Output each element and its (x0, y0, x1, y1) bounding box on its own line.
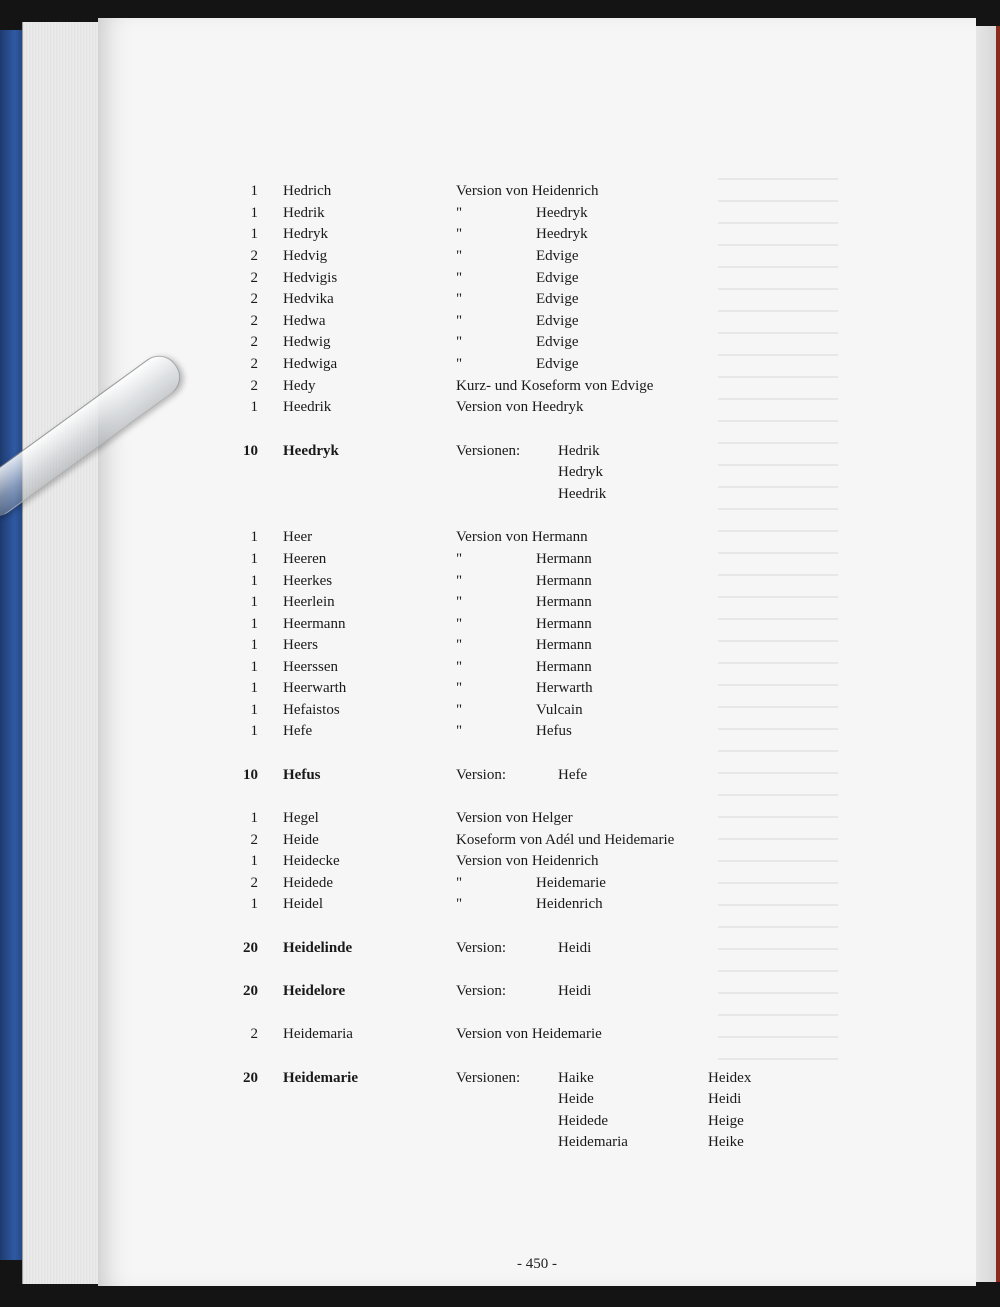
entry-target: Heidenrich (536, 896, 603, 912)
entry-name: Heidemarie (283, 1070, 358, 1086)
entry-target-extra: Heidi (708, 1091, 742, 1107)
entry-description: " (456, 226, 463, 242)
entry-count: 2 (250, 356, 258, 372)
entry-name: Heerssen (283, 659, 338, 675)
entry-description: Version von Heidemarie (456, 1026, 602, 1042)
entry-row (98, 270, 976, 292)
entry-name: Hedwa (283, 313, 326, 329)
entry-row (98, 810, 976, 832)
entry-target-extra: Heige (708, 1113, 744, 1129)
entry-target: Edvige (536, 248, 579, 264)
entry-row (98, 573, 976, 595)
entry-row (98, 183, 976, 205)
entry-target: Heedryk (536, 205, 588, 221)
entry-description: " (456, 551, 463, 567)
entry-target: Edvige (536, 270, 579, 286)
entry-description: Koseform von Adél und Heidemarie (456, 832, 675, 848)
entry-target: Hermann (536, 659, 592, 675)
entry-row (98, 334, 976, 356)
entry-target: Heidede (558, 1113, 608, 1129)
book-page (98, 18, 976, 1286)
entry-description: " (456, 659, 463, 675)
entry-description: " (456, 356, 463, 372)
entry-count: 2 (250, 291, 258, 307)
entry-count: 1 (250, 810, 258, 826)
entry-count: 2 (250, 334, 258, 350)
entry-target: Heedryk (536, 226, 588, 242)
entry-name: Heide (283, 832, 319, 848)
entry-name: Hedvig (283, 248, 328, 264)
entry-row (98, 594, 976, 616)
entry-count: 1 (250, 896, 258, 912)
entry-row (98, 723, 976, 745)
entry-count: 1 (250, 551, 258, 567)
entry-name: Heermann (283, 616, 346, 632)
entry-row (98, 767, 976, 789)
entry-name: Hedrich (283, 183, 332, 199)
entry-row (98, 378, 976, 400)
entry-target: Hefe (558, 767, 588, 783)
entry-row (98, 356, 976, 378)
entry-name: Heedrik (283, 399, 332, 415)
entry-target-extra: Heike (708, 1134, 744, 1150)
entry-description: Versionen: (456, 443, 521, 459)
entry-count: 2 (250, 378, 258, 394)
entry-description: Version von Helger (456, 810, 573, 826)
entry-target: Heidi (558, 940, 592, 956)
entry-row (98, 1026, 976, 1048)
entry-row (98, 875, 976, 897)
entry-target: Haike (558, 1070, 594, 1086)
entry-description: " (456, 205, 463, 221)
entry-description: Version: (456, 767, 506, 783)
entry-row (98, 983, 976, 1005)
entry-row (98, 832, 976, 854)
entry-row (98, 940, 976, 962)
entry-target: Edvige (536, 334, 579, 350)
entry-count: 20 (243, 983, 258, 999)
entry-row (98, 702, 976, 724)
entry-name: Heidelore (283, 983, 346, 999)
entry-count: 1 (250, 853, 258, 869)
entry-name: Heidelinde (283, 940, 353, 956)
entry-target: Hermann (536, 637, 592, 653)
entry-name: Hefus (283, 767, 321, 783)
entry-description: " (456, 875, 463, 891)
entry-count: 2 (250, 313, 258, 329)
entry-count: 2 (250, 875, 258, 891)
entry-row (98, 1113, 976, 1135)
entry-count: 2 (250, 1026, 258, 1042)
entry-target: Herwarth (536, 680, 593, 696)
entry-row (98, 399, 976, 421)
entry-name: Hedwiga (283, 356, 338, 372)
entry-description: " (456, 594, 463, 610)
entry-count: 1 (250, 659, 258, 675)
entry-description: " (456, 896, 463, 912)
entry-row (98, 896, 976, 918)
entry-target: Heedrik (558, 486, 607, 502)
entry-row (98, 1134, 976, 1156)
entry-row (98, 680, 976, 702)
entry-count: 1 (250, 573, 258, 589)
entry-name: Heidemaria (283, 1026, 353, 1042)
entry-description: Version: (456, 940, 506, 956)
entry-count: 1 (250, 637, 258, 653)
entry-row (98, 248, 976, 270)
entry-description: Version von Heedryk (456, 399, 584, 415)
entry-description: " (456, 291, 463, 307)
entry-row (98, 529, 976, 551)
entry-count: 1 (250, 594, 258, 610)
entry-row (98, 1091, 976, 1113)
entry-description: Version von Hermann (456, 529, 588, 545)
page-number: - 450 - (517, 1256, 557, 1272)
entry-name: Heidede (283, 875, 333, 891)
entry-count: 1 (250, 723, 258, 739)
entry-count: 10 (243, 767, 258, 783)
entry-target: Vulcain (536, 702, 583, 718)
entry-count: 1 (250, 226, 258, 242)
entry-name: Heerwarth (283, 680, 347, 696)
entry-name: Hedvika (283, 291, 334, 307)
entry-name: Heidel (283, 896, 323, 912)
entry-description: " (456, 248, 463, 264)
entry-target: Hermann (536, 594, 592, 610)
page-edges (22, 22, 105, 1284)
entry-row (98, 551, 976, 573)
entry-description: " (456, 313, 463, 329)
entry-count: 1 (250, 205, 258, 221)
entry-count: 1 (250, 529, 258, 545)
entry-row (98, 291, 976, 313)
entry-name: Hedryk (283, 226, 328, 242)
entry-description: " (456, 702, 463, 718)
entry-count: 2 (250, 248, 258, 264)
entry-count: 10 (243, 443, 258, 459)
entry-target-extra: Heidex (708, 1070, 752, 1086)
entry-name: Heidecke (283, 853, 340, 869)
entry-count: 1 (250, 680, 258, 696)
entry-name: Hedy (283, 378, 316, 394)
entry-target: Edvige (536, 356, 579, 372)
entry-name: Hefaistos (283, 702, 340, 718)
entry-name: Heerlein (283, 594, 335, 610)
entry-description: " (456, 637, 463, 653)
entry-row (98, 853, 976, 875)
entry-row (98, 205, 976, 227)
entry-row (98, 616, 976, 638)
entry-count: 1 (250, 183, 258, 199)
entry-count: 2 (250, 832, 258, 848)
entry-count: 1 (250, 702, 258, 718)
entry-description: Version von Heidenrich (456, 853, 599, 869)
entry-target: Heide (558, 1091, 594, 1107)
entry-target: Hedrik (558, 443, 600, 459)
entry-row (98, 443, 976, 465)
entry-description: Versionen: (456, 1070, 521, 1086)
entry-count: 20 (243, 1070, 258, 1086)
facing-page-edge (976, 26, 1000, 1282)
entry-row (98, 464, 976, 486)
entry-description: " (456, 680, 463, 696)
entry-row (98, 659, 976, 681)
entry-target: Hermann (536, 616, 592, 632)
entry-name: Heer (283, 529, 313, 545)
entry-target: Hedryk (558, 464, 603, 480)
entry-target: Hefus (536, 723, 572, 739)
entry-name: Hedvigis (283, 270, 338, 286)
entry-count: 20 (243, 940, 258, 956)
entry-description: " (456, 616, 463, 632)
entry-name: Heeren (283, 551, 327, 567)
entry-target: Heidemarie (536, 875, 606, 891)
entry-description: " (456, 573, 463, 589)
entry-description: Version von Heidenrich (456, 183, 599, 199)
entry-name: Hegel (283, 810, 319, 826)
book-cover-spine (0, 30, 24, 1260)
entry-name: Heerkes (283, 573, 333, 589)
entry-description: Version: (456, 983, 506, 999)
entry-count: 2 (250, 270, 258, 286)
entry-name: Hefe (283, 723, 313, 739)
entry-description: Kurz- und Koseform von Edvige (456, 378, 654, 394)
entry-target: Hermann (536, 551, 592, 567)
entry-name: Heedryk (283, 443, 339, 459)
entry-row (98, 226, 976, 248)
entry-name: Heers (283, 637, 318, 653)
entry-target: Heidemaria (558, 1134, 628, 1150)
entry-count: 1 (250, 399, 258, 415)
entry-row (98, 486, 976, 508)
entry-name: Hedrik (283, 205, 325, 221)
entry-target: Edvige (536, 291, 579, 307)
entry-row (98, 637, 976, 659)
entry-row (98, 313, 976, 335)
entry-target: Edvige (536, 313, 579, 329)
entry-row (98, 1070, 976, 1092)
entry-count: 1 (250, 616, 258, 632)
entry-description: " (456, 270, 463, 286)
entry-target: Heidi (558, 983, 592, 999)
entry-name: Hedwig (283, 334, 331, 350)
entry-target: Hermann (536, 573, 592, 589)
entry-description: " (456, 334, 463, 350)
entry-description: " (456, 723, 463, 739)
